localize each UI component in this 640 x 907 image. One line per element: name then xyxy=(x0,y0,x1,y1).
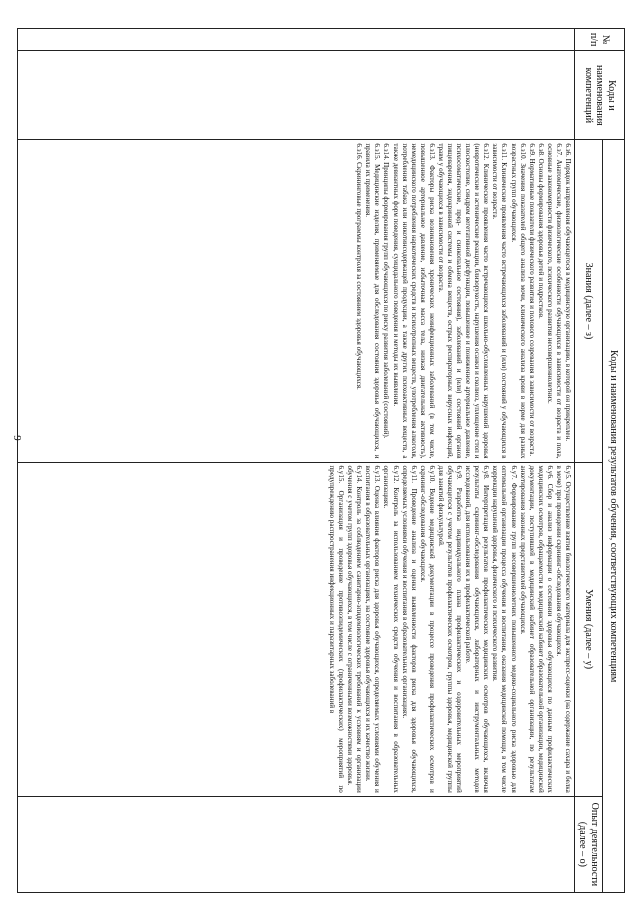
knowledge-item: 6.з13. Факторы риска возникновения хронических неинфекционных заболеваний (в том числе, повышенное артериальное давление, избыточная масса тела, низкая двигательная активность), немедицинского потребления наркотических средств и психотропных веществ, употребления алкоголя, потребления табака или никотинсодержащей продукции, а также других психоактивных веществ, а также девиантных форм поведения, суицидального поведения и методы их выявления. xyxy=(391,143,436,459)
knowledge-item: 6.з10. Значения показателей общего анализа мочи, клинического анализа крови в норме для разных возрастных групп обучающихся. xyxy=(509,143,527,459)
skill-item: 6.у13. Оценка влияния факторов риска для здоровья обучающихся, определяемых условиями обучения и воспитания в образовательных организациях, на состояние здоровья обучающихся и их качество жизни. xyxy=(364,465,382,793)
header-competency-codes: Коды и наименования компетенций xyxy=(575,51,625,140)
knowledge-item: 6.з15. Медицинские изделия, применяемые для обследования состояния здоровья обучающихся, и правила их применения. xyxy=(364,143,382,459)
skill-item: 6.у14. Контроль за соблюдением санитарно-эпидемиологических требований к условиям и организации обучения с учетом групп здоровья обучающихся, в том числе с ограниченными возможностями здоровья. xyxy=(346,465,364,793)
skill-item: 6.у9. Разработка индивидуального плана профилактических и оздоровительных мероприятий обучающегося с учетом результатов профилактических осмотров, группы здоровья, медицинской группы для занятий физкультурой. xyxy=(436,465,464,793)
knowledge-item: 6.з6. Порядок направления обучающегося в медицинскую организацию, в которой он прикреплен. xyxy=(564,143,572,442)
skill-item: 6.у8. Интерпретация результатов профилактических медицинских осмотров обучающихся, включая результаты скрининг-обследования обучающихся, лабораторных и инструментальных методов исследований, для использования их в профилактической работе. xyxy=(464,465,491,793)
header-number: № п/п xyxy=(575,29,625,51)
experience-cell xyxy=(18,796,575,892)
header-knowledge: Знания (далее – з) xyxy=(575,140,603,462)
skill-item: 6.у11. Проведение анализа и оценки выявленности факторов риска для здоровья обучающихся, определяемых условиями обучения и воспитания в образовательных организациях. xyxy=(400,465,418,793)
page-number: 9 xyxy=(10,435,23,441)
skill-item: 6.у6. Сбор и анализ информации о состоянии здоровья обучающихся по данным профилактических медицинских осмотров, обращаемости в медицинский кабинет образовательной организации, медицинской документации, поступившей в медицинский кабинет образовательной организации, по результатам анкетирования законных представителей обучающихся. xyxy=(518,465,554,793)
header-skills: Умения (далее – у) xyxy=(575,462,603,796)
header-learning-results: Коды и наименования результатов обучения, соответствующих компетенциям xyxy=(603,140,625,893)
knowledge-item: 6.з14. Принципы формирования групп обучающихся по риску развития заболеваний (состояний). xyxy=(382,143,391,439)
cell-number xyxy=(18,29,575,51)
skill-item: 6.у5. Осуществление взятия биологического материала для экспресс-оценки (на содержание сахара и белка в моче) при проведении скрининг-обследования обучающихся. xyxy=(554,465,572,793)
header-experience: Опыт деятельности (далее – о) xyxy=(575,796,603,892)
knowledge-item: 6.з8. Основы формирования здоровья детей и подростков. xyxy=(536,143,545,319)
rotated-document-page xyxy=(17,28,625,893)
knowledge-item: 6.з9. Нормативные показатели физического развития и полового созревания в зависимости от возраста. xyxy=(527,143,536,457)
cell-competency-codes xyxy=(18,51,575,140)
knowledge-item: 6.з7. Анатомические, физиологические особенности обучающихся в зависимости от возраста и пола, основные закономерности физического, психического развития несовершеннолетних. xyxy=(545,143,563,459)
skill-item: 6.у10. Ведение медицинской документации в процессе проведения профилактических осмотров и скрининг-обследования обучающихся. xyxy=(418,465,436,793)
knowledge-item: 6.з11. Клинические проявления часто встречающихся заболеваний и (или) состояний у обучающихся в зависимости от возраста. xyxy=(491,143,509,459)
knowledge-cell xyxy=(18,140,575,462)
skill-item: 6.у15. Организация и проведение противоэпидемических (профилактических) мероприятий по предупреждению распространения инфекционных и паразитарных заболеваний в xyxy=(327,465,346,793)
competency-table xyxy=(17,28,625,893)
skill-item: 6.у7. Формирование групп несовершеннолетних повышенного медико-социального риска здоровью для оптимальной организации процесса обучения и воспитания, оказания медицинской помощи, в том числе коррекции нарушений здоровья, физического и психического развития. xyxy=(491,465,518,793)
skills-cell xyxy=(18,462,575,796)
knowledge-item: 6.з12. Клинические проявления часто встречающихся школьно-обусловленных нарушений здоровья (невротические и астенические реакции, близорукость, нарушения осанки и сколиоз, уплощение стоп и плоскостопие, синдром вегетативной дисфункции, повышенное и пониженное артериальное давление, психосоматические, пред- и синкопальное состояния), заболеваний и (или) состояний органов пищеварения, эндокринной системы и обмена веществ, острых респираторных вирусных инфекций, травм у обучающихся в зависимости от возраста. xyxy=(436,143,491,459)
knowledge-item: 6.з16. Скрининговые программы контроля за состоянием здоровья обучающихся. xyxy=(355,143,364,390)
skill-item: 6.у12. Контроль за использованием технических средств обучения и воспитания в образовательных организациях. xyxy=(382,465,400,793)
